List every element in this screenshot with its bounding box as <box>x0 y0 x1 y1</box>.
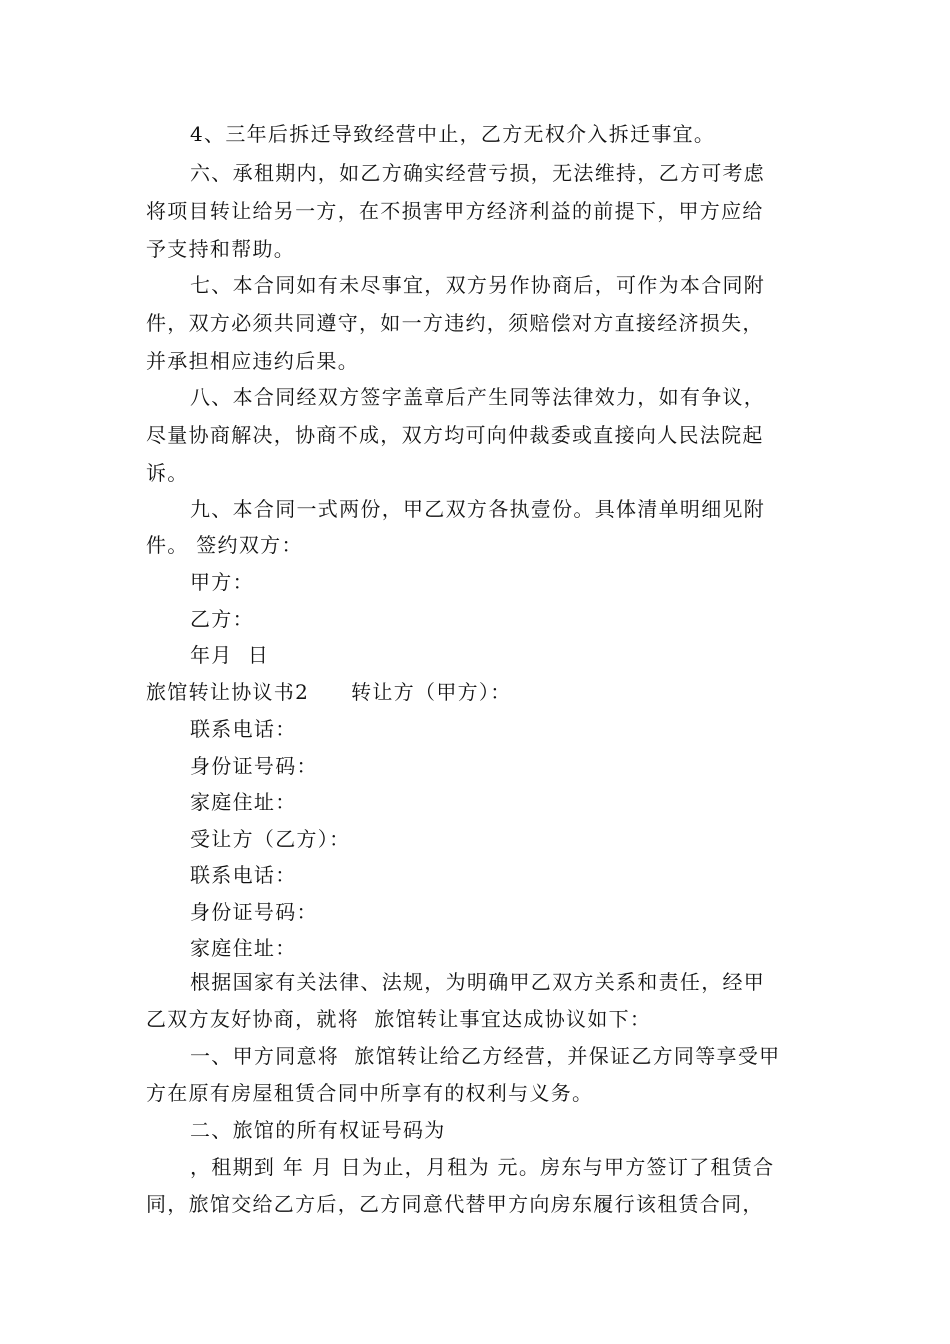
text-line: 身份证号码： <box>190 754 318 778</box>
text-line: 方在原有房屋租赁合同中所享有的权利与义务。 <box>146 1081 594 1105</box>
text-line: 并承担相应违约后果。 <box>146 349 359 373</box>
text-line: 家庭住址： <box>190 936 297 960</box>
transferor-label: 转让方（甲方）： <box>351 680 512 704</box>
text-line: 尽量协商解决，协商不成，双方均可向仲裁委或直接向人民法院起 <box>146 423 764 447</box>
doc-title: 旅馆转让协议书2 <box>146 680 310 704</box>
text-line: 予支持和帮助。 <box>146 237 296 261</box>
text-line: 二、旅馆的所有权证号码为 <box>190 1118 446 1142</box>
text-line: 件。 签约双方： <box>146 533 303 557</box>
text-line: 七、本合同如有未尽事宜，双方另作协商后，可作为本合同附 <box>190 273 766 297</box>
text-line: 受让方（乙方）： <box>190 827 351 851</box>
text-line: 一、甲方同意将 旅馆转让给乙方经营，并保证乙方同等享受甲 <box>190 1044 781 1068</box>
text-line: 六、承租期内，如乙方确实经营亏损，无法维持，乙方可考虑 <box>190 161 766 185</box>
text-line: 年月 日 <box>190 643 270 667</box>
text-line: 同，旅馆交给乙方后，乙方同意代替甲方向房东履行该租赁合同， <box>146 1192 764 1216</box>
text-line: 八、本合同经双方签字盖章后产生同等法律效力，如有争议， <box>190 385 766 409</box>
text-line: 甲方： <box>190 570 254 594</box>
text-line: 件，双方必须共同遵守，如一方违约，须赔偿对方直接经济损失， <box>146 311 764 335</box>
text-line: 联系电话： <box>190 863 297 887</box>
text-line: 九、本合同一式两份，甲乙双方各执壹份。具体清单明细见附 <box>190 497 766 521</box>
text-line: 乙双方友好协商，就将 旅馆转让事宜达成协议如下： <box>146 1007 652 1031</box>
text-line: 家庭住址： <box>190 790 297 814</box>
text-line: 联系电话： <box>190 717 297 741</box>
doc-title-line <box>146 679 512 705</box>
text-line: 乙方： <box>190 607 254 631</box>
text-line: 诉。 <box>146 461 189 485</box>
text-line: 4、三年后拆迁导致经营中止，乙方无权介入拆迁事宜。 <box>190 122 716 146</box>
text-line: 身份证号码： <box>190 900 318 924</box>
text-line: ，租期到 年 月 日为止，月租为 元。房东与甲方签订了租赁合 <box>190 1155 775 1179</box>
text-line: 根据国家有关法律、法规，为明确甲乙双方关系和责任，经甲 <box>190 970 766 994</box>
text-line: 将项目转让给另一方，在不损害甲方经济利益的前提下，甲方应给 <box>146 199 764 223</box>
